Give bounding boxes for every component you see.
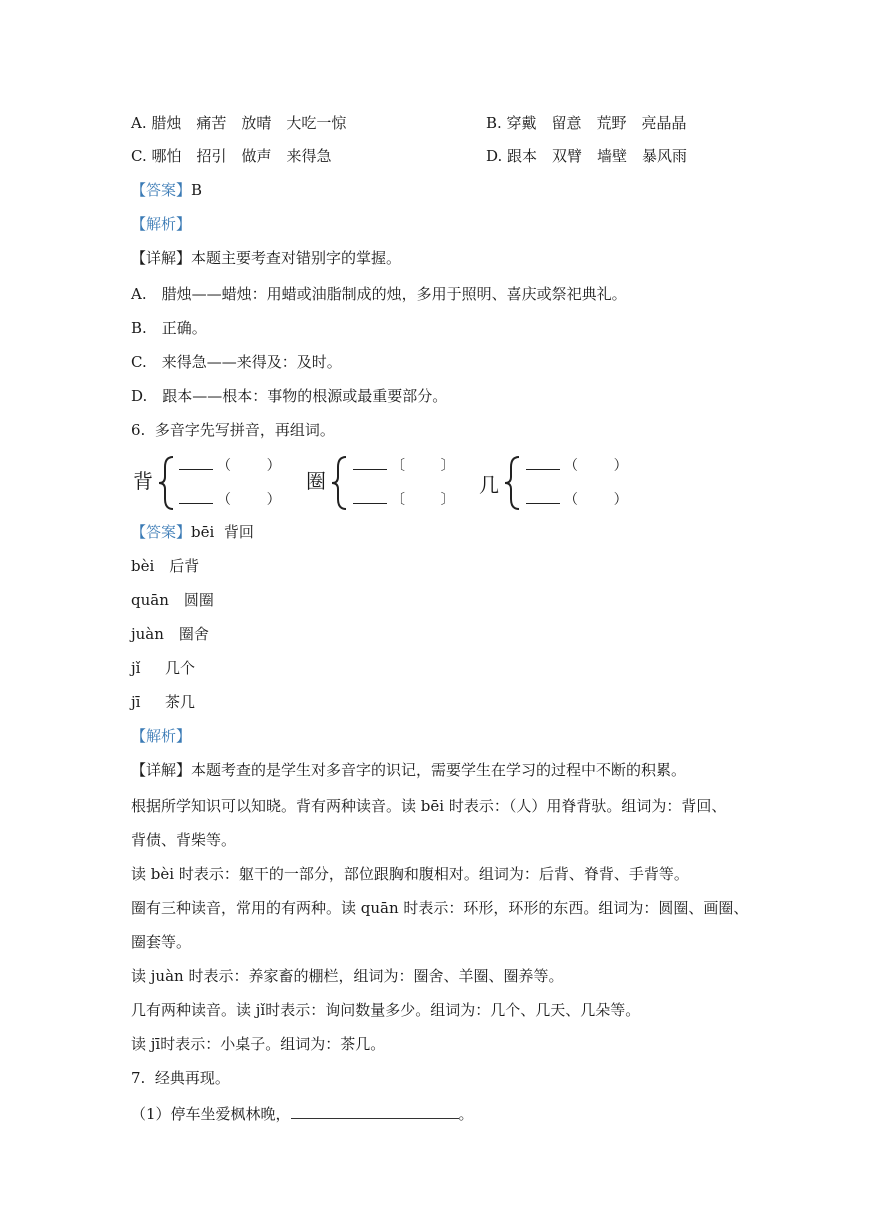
detail-line: 圈有三种读音，常用的有两种。读 quān 时表示：环形，环形的东西。组词为：圆圈、画圈、 [131,899,749,917]
answer-line: bēi 背回 [191,523,254,541]
char-bei: 背 [133,469,153,493]
brace-icon [503,455,521,511]
option-b: B. 穿戴 留意 荒野 亮晶晶 [486,114,687,132]
answer-tag: 【答案】 [131,523,192,541]
char-quan: 圈 [306,469,326,493]
q5-detail-b: B. 正确。 [131,319,207,337]
detail-line: 圈套等。 [131,933,192,951]
answer-line: quān 圆圈 [131,591,214,609]
q6-ji-row-2: （ ） [526,491,628,509]
option-a: A. 腊烛 痛苦 放晴 大吃一惊 [131,114,347,132]
detail-text: 本题主要考查对错别字的掌握。 [191,249,402,267]
q6-bei-row-1: （ ） [179,457,281,475]
answer-line: jǐ 几个 [131,659,195,677]
detail-line: 几有两种读音。读 jǐ时表示：询问数量多少。组词为：几个、几天、几朵等。 [131,1001,641,1019]
fill-blank[interactable] [291,1104,459,1119]
brace-icon [157,455,175,511]
blank-line [526,457,560,470]
char-ji: 几 [479,473,499,497]
q6-answer [131,522,254,542]
q6-bei-row-2: （ ） [179,491,281,509]
q5-answer [131,180,202,200]
detail-tag: 【详解】 [131,761,192,779]
option-c: C. 哪怕 招引 做声 来得急 [131,147,332,165]
q5-detail-a: A. 腊烛——蜡烛：用蜡或油脂制成的烛，多用于照明、喜庆或祭祀典礼。 [131,285,627,303]
q6-quan-row-2: 〔 〕 [353,491,455,509]
q6-title: 6. 多音字先写拼音，再组词。 [131,421,335,439]
answer-line: juàn 圈舍 [131,625,209,643]
q7-title: 7. 经典再现。 [131,1069,230,1087]
q7-item-1: （1）停车坐爱枫林晚， 。 [131,1105,474,1123]
blank-line [179,491,213,504]
q5-detail-d: D. 跟本——根本：事物的根源或最重要部分。 [131,387,448,405]
answer-value: B [191,181,203,199]
blank-line [526,491,560,504]
option-d: D. 跟本 双臂 墙壁 暴风雨 [486,147,688,165]
q6-detail [131,760,686,780]
brace-icon [330,455,348,511]
detail-line: 读 juàn 时表示：养家畜的棚栏，组词为：圈舍、羊圈、圈养等。 [131,967,564,985]
answer-line: bèi 后背 [131,557,200,575]
q6-polyphone-exercise [131,453,651,515]
q5-detail-c: C. 来得急——来得及：及时。 [131,353,342,371]
q5-detail [131,248,401,268]
blank-line [353,457,387,470]
answer-tag: 【答案】 [131,181,192,199]
answer-line: jī 茶几 [131,693,195,711]
detail-text: 本题考查的是学生对多音字的识记，需要学生在学习的过程中不断的积累。 [191,761,687,779]
detail-line: 根据所学知识可以知晓。背有两种读音。读 bēi 时表示：（人）用脊背驮。组词为：背回、 [131,797,727,815]
q6-quan-row-1: 〔 〕 [353,457,455,475]
q5-analysis-tag: 【解析】 [131,215,192,233]
detail-line: 背债、背柴等。 [131,831,237,849]
detail-line: 读 bèi 时表示：躯干的一部分，部位跟胸和腹相对。组词为：后背、脊背、手背等。 [131,865,689,883]
detail-tag: 【详解】 [131,249,192,267]
detail-line: 读 jī时表示：小桌子。组词为：茶几。 [131,1035,386,1053]
blank-line [179,457,213,470]
blank-line [353,491,387,504]
q6-ji-row-1: （ ） [526,457,628,475]
q6-analysis-tag: 【解析】 [131,727,192,745]
